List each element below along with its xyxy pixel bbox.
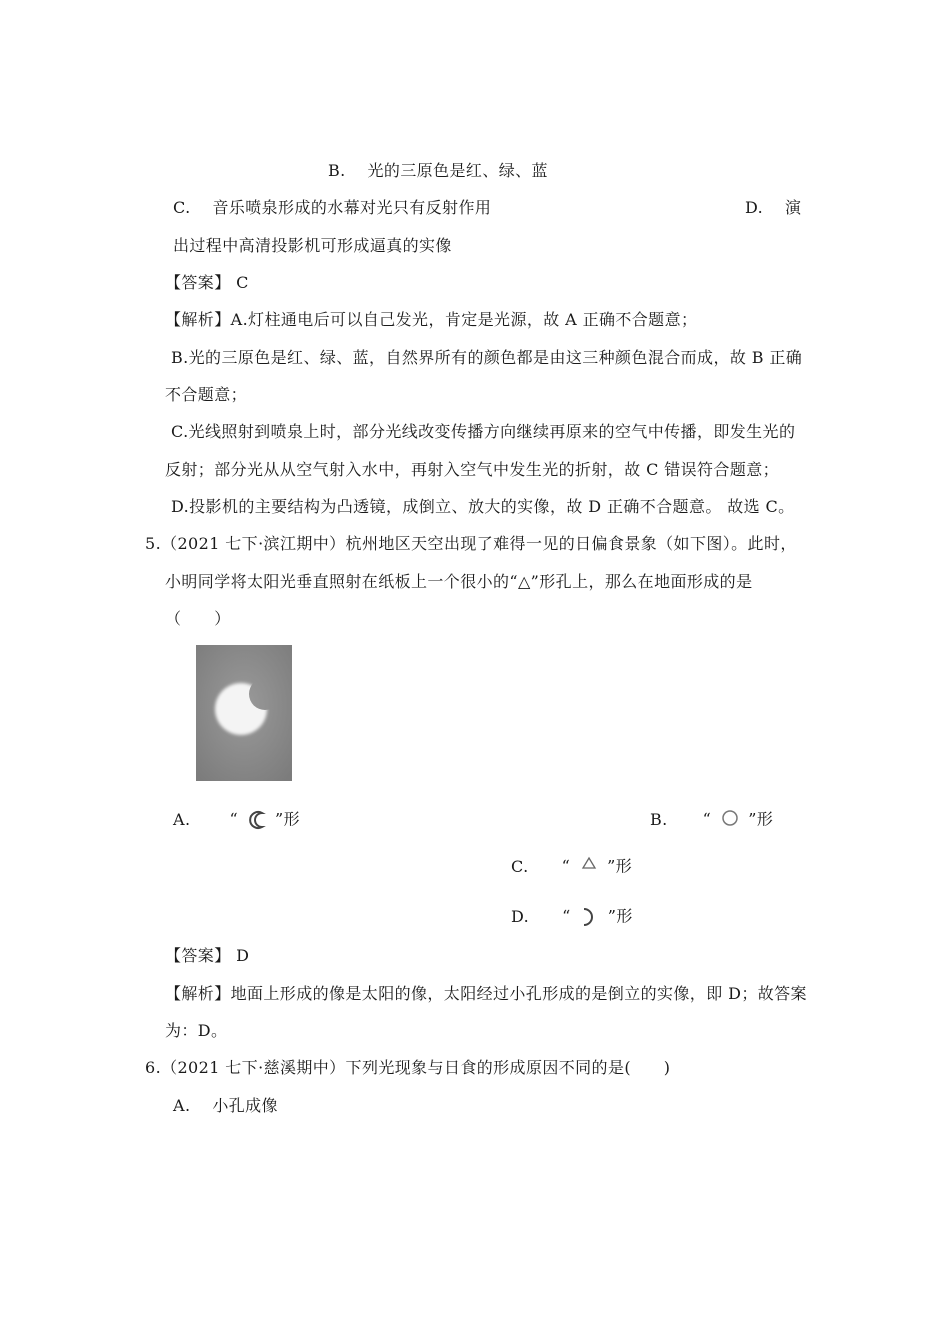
answer-value: D [236,946,250,965]
q4-analysis-d: D.投影机的主要结构为凸透镜，成倒立、放大的实像，故 D 正确不合题意。 故选 C。 [171,497,795,516]
quote-open: “ [562,906,571,926]
quote-close-shape: ”形 [748,809,774,829]
q6-stem: 6.（2021 七下·慈溪期中）下列光现象与日食的形成原因不同的是( ) [145,1058,671,1077]
q5-option-b [650,808,773,832]
q4-analysis-b1: B.光的三原色是红、绿、蓝，自然界所有的颜色都是由这三种颜色混合而成，故 B 正确 [171,348,803,367]
answer-label: 【答案】 [165,273,231,292]
answer-value: C [236,273,249,292]
eclipse-image [196,645,292,781]
option-c-label: C. [511,856,529,876]
partial-solar-eclipse-photo [196,645,292,781]
q4-option-c: C. 音乐喷泉形成的水幕对光只有反射作用 [173,198,492,217]
quote-open: “ [229,809,239,829]
q5-analysis-line2: 为：D。 [165,1021,228,1040]
circle-icon [717,808,743,832]
analysis-text: 地面上形成的像是太阳的像，太阳经过小孔形成的是倒立的实像，即 D；故答案 [230,984,807,1003]
q4-analysis-a [165,309,697,331]
triangle-icon [576,855,602,879]
q5-stem-line1: 5.（2021 七下·滨江期中）杭州地区天空出现了难得一见的日偏食景象（如下图）。此时， [145,534,797,553]
q4-analysis-c2: 反射；部分光从从空气射入水中，再射入空气中发生光的折射，故 C 错误符合题意； [165,460,780,479]
option-a-label: A. [173,809,191,829]
q5-answer [165,945,249,967]
quote-close-shape: ”形 [607,856,633,876]
q5-stem-line3: （ ） [165,609,231,628]
q6-option-a: A. 小孔成像 [173,1096,278,1115]
q5-option-a [173,808,300,832]
q4-option-b: B. 光的三原色是红、绿、蓝 [328,161,548,180]
quote-open: “ [702,809,712,829]
analysis-text: A.灯柱通电后可以自己发光，肯定是光源，故 A 正确不合题意； [230,310,698,329]
analysis-label: 【解析】 [165,984,231,1003]
quote-close-shape: ”形 [275,809,301,829]
analysis-label: 【解析】 [165,310,231,329]
q4-option-d-tail: 出过程中高清投影机可形成逼真的实像 [173,236,452,255]
crescent-left-icon [244,808,270,832]
quote-close-shape: ”形 [607,906,633,926]
q5-stem-line2: 小明同学将太阳光垂直照射在纸板上一个很小的“△”形孔上，那么在地面形成的是 [165,572,753,591]
crescent-right-icon [576,905,602,929]
q4-answer [165,272,249,294]
option-d-label: D. [511,906,530,926]
q5-analysis-line1 [165,983,807,1005]
option-b-label: B. [650,809,668,829]
quote-open: “ [561,856,571,876]
q4-analysis-c1: C.光线照射到喷泉上时，部分光线改变传播方向继续再原来的空气中传播，即发生光的 [171,422,796,441]
q4-analysis-b2: 不合题意； [165,385,248,404]
q5-option-d [511,905,633,929]
q4-option-d-head: D. 演 [745,198,802,217]
answer-label: 【答案】 [165,946,231,965]
q5-option-c [511,855,632,879]
